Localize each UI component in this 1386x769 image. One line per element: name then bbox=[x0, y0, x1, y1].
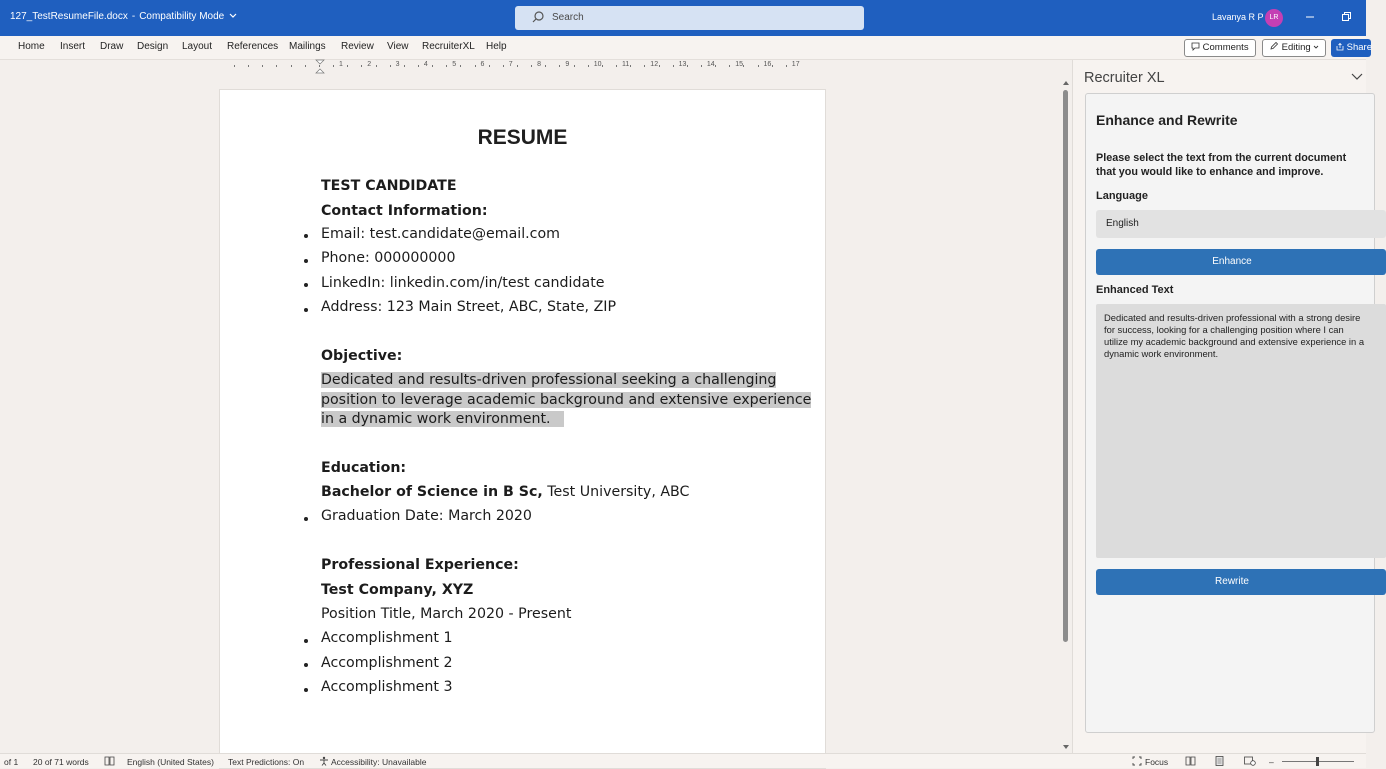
restore-icon[interactable] bbox=[1338, 9, 1354, 25]
ruler-number: 13 bbox=[678, 61, 687, 68]
accomplishment-item: Accomplishment 2 bbox=[321, 655, 453, 671]
document-page[interactable] bbox=[219, 89, 826, 769]
share-button[interactable] bbox=[1331, 39, 1371, 57]
ruler-tick bbox=[729, 65, 730, 67]
contact-heading: Contact Information: bbox=[321, 203, 488, 219]
ruler-tick bbox=[489, 65, 490, 67]
chevron-down-icon bbox=[229, 13, 237, 19]
editing-button[interactable] bbox=[1262, 39, 1326, 57]
accomplishment-item: Accomplishment 3 bbox=[321, 679, 453, 695]
enhance-panel bbox=[1085, 93, 1375, 733]
ruler-number: 6 bbox=[480, 61, 485, 68]
web-layout-icon[interactable] bbox=[1244, 756, 1256, 766]
contact-address: Address: 123 Main Street, ABC, State, ZIP bbox=[321, 299, 617, 315]
position-title: Position Title, March 2020 - Present bbox=[321, 606, 572, 622]
company-name: Test Company, XYZ bbox=[321, 582, 474, 598]
ruler-tick bbox=[475, 65, 476, 67]
tab-view[interactable]: View bbox=[387, 41, 409, 52]
ruler-tick bbox=[772, 65, 773, 67]
ruler-number: 11 bbox=[622, 61, 630, 68]
contact-phone: Phone: 000000000 bbox=[321, 250, 456, 266]
ruler-tick bbox=[503, 65, 504, 67]
ruler-tick bbox=[559, 65, 560, 67]
degree: Bachelor of Science in B Sc, bbox=[321, 484, 543, 500]
accessibility-icon[interactable] bbox=[319, 756, 329, 766]
ruler-tick bbox=[291, 65, 292, 67]
ruler-number: 14 bbox=[706, 61, 715, 68]
ruler-tick bbox=[616, 65, 617, 67]
ruler-tick bbox=[319, 65, 320, 67]
ruler-tick bbox=[262, 65, 263, 67]
ruler-tick bbox=[758, 65, 759, 67]
pencil-icon bbox=[1269, 41, 1279, 51]
ruler-tick bbox=[786, 65, 787, 67]
objective-line bbox=[321, 411, 564, 427]
ruler-number: 8 bbox=[537, 61, 541, 68]
comments-button[interactable] bbox=[1184, 39, 1256, 57]
ruler-tick bbox=[234, 65, 235, 67]
objective-heading: Objective: bbox=[321, 348, 403, 364]
ruler-tick bbox=[404, 65, 405, 67]
tab-mailings[interactable]: Mailings bbox=[289, 41, 326, 52]
tab-review[interactable]: Review bbox=[341, 41, 374, 52]
ruler-tick bbox=[644, 65, 645, 67]
chevron-down-icon bbox=[1313, 45, 1319, 50]
ruler-number: 17 bbox=[791, 61, 800, 68]
compatibility-mode: Compatibility Mode bbox=[139, 11, 225, 22]
ruler-tick bbox=[418, 65, 419, 67]
ruler-number: 9 bbox=[565, 61, 570, 68]
education-heading: Education: bbox=[321, 460, 407, 476]
enhance-button[interactable]: Enhance bbox=[1096, 249, 1386, 275]
editing-label: Editing bbox=[1281, 42, 1311, 53]
tab-insert[interactable]: Insert bbox=[60, 41, 86, 52]
ruler-tick bbox=[248, 65, 249, 67]
text-predictions[interactable]: Text Predictions: On bbox=[228, 757, 305, 767]
ribbon-tabs bbox=[0, 36, 1372, 60]
search-box[interactable] bbox=[515, 6, 864, 30]
ruler-number: 4 bbox=[423, 61, 428, 68]
selected-text: Dedicated and results-driven professional seeking a challenging bbox=[321, 372, 777, 388]
status-bar bbox=[0, 753, 1366, 768]
rewrite-button[interactable]: Rewrite bbox=[1096, 569, 1386, 595]
read-mode-icon[interactable] bbox=[1185, 756, 1196, 766]
ruler-number: 2 bbox=[367, 61, 372, 68]
tab-layout[interactable]: Layout bbox=[182, 41, 213, 52]
share-label: Share bbox=[1346, 42, 1372, 53]
share-icon bbox=[1336, 43, 1344, 51]
recruiter-xl-pane bbox=[1072, 60, 1366, 753]
experience-heading: Professional Experience: bbox=[321, 557, 519, 573]
zoom-out-icon[interactable]: – bbox=[1269, 757, 1274, 767]
ruler-tick bbox=[390, 65, 391, 67]
indent-marker-icon[interactable] bbox=[316, 60, 324, 74]
degree-line bbox=[321, 484, 689, 500]
selected-text: in a dynamic work environment. bbox=[321, 411, 551, 427]
search-placeholder: Search bbox=[552, 12, 584, 23]
ruler-number: 15 bbox=[735, 61, 743, 68]
resume-title: RESUME bbox=[477, 126, 568, 149]
comment-icon bbox=[1191, 42, 1200, 51]
word-count[interactable]: 20 of 71 words bbox=[33, 757, 89, 767]
bullet bbox=[304, 639, 308, 643]
enhanced-text-area[interactable]: Dedicated and results-driven professional with a strong desire for success, looking for a challenging position where I can utilize my academic background and extensive experience in a dynamic work environment. bbox=[1096, 304, 1386, 558]
ruler-number: 5 bbox=[452, 61, 457, 68]
contact-email: Email: test.candidate@email.com bbox=[321, 226, 560, 242]
ruler-tick bbox=[305, 65, 306, 67]
panel-title: Enhance and Rewrite bbox=[1096, 112, 1238, 128]
zoom-slider-thumb[interactable] bbox=[1316, 757, 1319, 766]
candidate-name: TEST CANDIDATE bbox=[321, 178, 457, 194]
ruler-number: 7 bbox=[508, 61, 513, 68]
bullet bbox=[304, 517, 308, 521]
ruler-tick bbox=[347, 65, 348, 67]
ruler-tick bbox=[361, 65, 362, 67]
comments-label: Comments bbox=[1202, 42, 1249, 53]
scrollbar-thumb[interactable] bbox=[1063, 90, 1068, 642]
language-label: Language bbox=[1096, 190, 1148, 202]
contact-linkedin: LinkedIn: linkedin.com/in/test candidate bbox=[321, 275, 605, 291]
ruler-tick bbox=[715, 65, 716, 67]
ruler-tick bbox=[743, 65, 744, 67]
ruler-tick bbox=[432, 65, 433, 67]
ruler-number: 16 bbox=[763, 61, 772, 68]
bullet bbox=[304, 308, 308, 312]
ruler-tick bbox=[376, 65, 377, 67]
ruler-tick bbox=[588, 65, 589, 67]
tab-draw[interactable]: Draw bbox=[100, 41, 124, 52]
file-name: 127_TestResumeFile.docx bbox=[10, 11, 128, 22]
accomplishment-item: Accomplishment 1 bbox=[321, 630, 453, 646]
user-name[interactable]: Lavanya R P bbox=[1212, 12, 1264, 22]
title-bar bbox=[0, 0, 1366, 36]
ruler-tick bbox=[531, 65, 532, 67]
ruler-tick bbox=[446, 65, 447, 67]
bullet bbox=[304, 688, 308, 692]
avatar[interactable]: LR bbox=[1265, 9, 1283, 27]
document-title[interactable]: 127_TestResumeFile.docx - Compatibility Mode bbox=[10, 11, 237, 22]
language-select[interactable]: English bbox=[1096, 210, 1386, 238]
ruler-number: 10 bbox=[593, 61, 602, 68]
university: Test University, ABC bbox=[542, 484, 690, 500]
bullet bbox=[304, 283, 308, 287]
objective-line bbox=[321, 372, 776, 388]
ruler-tick bbox=[687, 65, 688, 67]
page-count[interactable]: of 1 bbox=[4, 757, 19, 767]
proofing-icon[interactable] bbox=[104, 756, 115, 766]
tab-design[interactable]: Design bbox=[137, 41, 169, 52]
ruler-number: 12 bbox=[650, 61, 659, 68]
pane-title: Recruiter XL bbox=[1084, 70, 1165, 86]
enhanced-text-label: Enhanced Text bbox=[1096, 284, 1174, 296]
ruler-tick bbox=[460, 65, 461, 67]
scroll-up-icon[interactable] bbox=[1060, 78, 1072, 88]
minimize-icon[interactable] bbox=[1302, 9, 1318, 25]
tab-help[interactable]: Help bbox=[486, 41, 507, 52]
ruler-tick bbox=[630, 65, 631, 67]
tab-recruiterxl[interactable]: RecruiterXL bbox=[422, 41, 475, 52]
ruler-tick bbox=[276, 65, 277, 67]
language-status[interactable]: English (United States) bbox=[127, 757, 214, 767]
ruler-tick bbox=[701, 65, 702, 67]
tab-references[interactable]: References bbox=[227, 41, 279, 52]
ruler-number: 3 bbox=[395, 61, 400, 68]
print-layout-icon[interactable] bbox=[1214, 756, 1225, 766]
instruction-text: Please select the text from the current document that you would like to enhance and improve. bbox=[1096, 152, 1347, 178]
vertical-scrollbar[interactable] bbox=[1060, 78, 1072, 754]
focus-icon[interactable] bbox=[1132, 756, 1142, 766]
scroll-down-icon[interactable] bbox=[1060, 742, 1072, 752]
search-icon bbox=[531, 10, 545, 24]
objective-line bbox=[321, 392, 811, 408]
ruler-tick bbox=[659, 65, 660, 67]
ruler-number: 1 bbox=[339, 61, 343, 68]
ruler-tick bbox=[517, 65, 518, 67]
tab-home[interactable]: Home bbox=[18, 41, 45, 52]
ruler-tick bbox=[574, 65, 575, 67]
bullet bbox=[304, 663, 308, 667]
chevron-down-icon[interactable] bbox=[1351, 73, 1363, 81]
bullet bbox=[304, 234, 308, 238]
graduation-date: Graduation Date: March 2020 bbox=[321, 508, 532, 524]
ruler-tick bbox=[333, 65, 334, 67]
ruler-tick bbox=[673, 65, 674, 67]
focus-label[interactable]: Focus bbox=[1145, 757, 1169, 767]
ruler-tick bbox=[602, 65, 603, 67]
ruler-tick bbox=[545, 65, 546, 67]
accessibility-status[interactable]: Accessibility: Unavailable bbox=[331, 757, 427, 767]
selected-text: position to leverage academic background and extensive experience bbox=[321, 392, 812, 408]
bullet bbox=[304, 259, 308, 263]
horizontal-ruler[interactable] bbox=[220, 60, 826, 74]
